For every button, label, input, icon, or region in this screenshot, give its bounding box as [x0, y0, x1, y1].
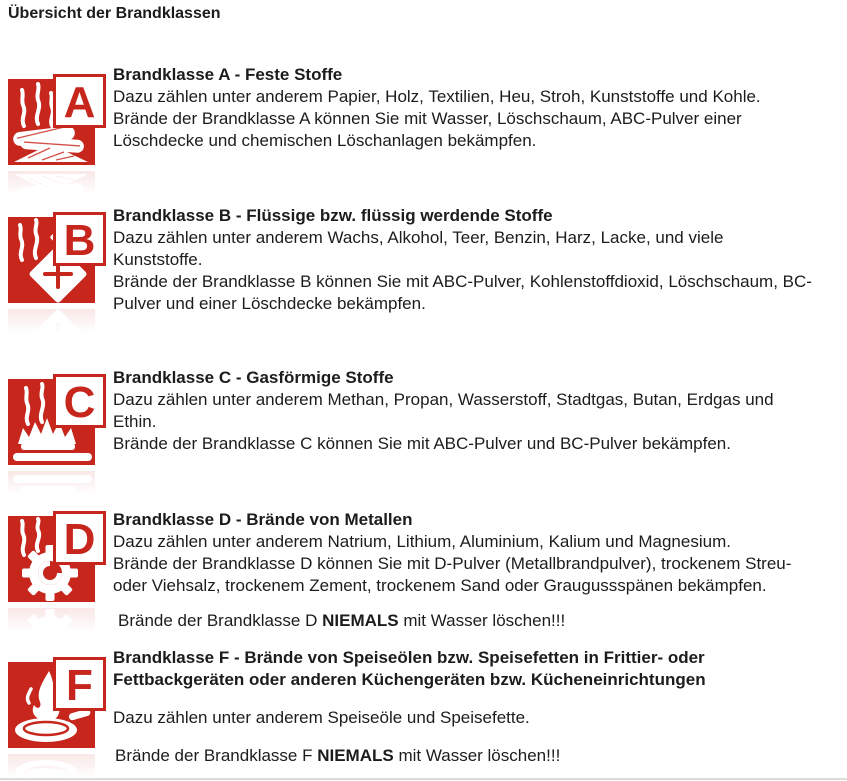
icon-reflection [8, 605, 110, 633]
section-b-body: Dazu zählen unter anderem Wachs, Alkohol, Teer, Benzin, Harz, Lacke, und viele Kunststoffe. Brände der Brandklasse B können Sie mit ABC-Pulver, Kohlenstoffdioxid, Löschschaum, BC- Pulver und einer Löschdecke bekämpfen. [113, 228, 812, 313]
letter-b: B [63, 216, 96, 265]
section-f-heading: Brandklasse F - Brände von Speiseölen bzw. Speisefetten in Frittier- oder Fettbackgeräten oder anderen Küchengeräten bzw. Kücheneinrichtungen [113, 648, 706, 689]
section-d-body: Dazu zählen unter anderem Natrium, Lithium, Aluminium, Kalium und Magnesium. Brände der Brandklasse D können Sie mit D-Pulver (Metallbrandpulver), trockenem Streu- oder Viehsalz, trockenem Zement, trockenem Sand oder Graugussspänen bekämpfen. [113, 532, 792, 595]
fire-class-a-icon [8, 74, 110, 196]
section-a-heading: Brandklasse A - Feste Stoffe [113, 65, 343, 84]
letter-c: C [63, 378, 96, 427]
section-b-heading: Brandklasse B - Flüssige bzw. flüssig werdende Stoffe [113, 206, 553, 225]
section-brandklasse-b [113, 205, 847, 315]
section-brandklasse-a [113, 64, 847, 152]
section-brandklasse-c [113, 367, 847, 455]
icon-reflection [8, 751, 110, 779]
niemals-emphasis: NIEMALS [322, 611, 399, 630]
warning-text: mit Wasser löschen!!! [398, 611, 566, 630]
warning-text: Brände der Brandklasse F [115, 746, 318, 765]
fire-class-d-pictogram-svg [8, 511, 110, 605]
warning-text: Brände der Brandklasse D [118, 611, 323, 630]
warning-text: mit Wasser löschen!!! [393, 746, 561, 765]
page-title: Übersicht der Brandklassen [8, 5, 221, 22]
gas-pipe-glyph [13, 453, 92, 461]
section-f-warning [113, 745, 847, 767]
section-a-body: Dazu zählen unter anderem Papier, Holz, Textilien, Heu, Stroh, Kunststoffe und Kohle. Brände der Brandklasse A können Sie mit Wasser, Löschschaum, ABC-Pulver einer Löschdecke und chemischen Löschanlagen bekämpfen. [113, 87, 761, 150]
fire-class-a-pictogram-svg [8, 74, 110, 168]
icon-reflection [8, 168, 110, 196]
section-c-body: Dazu zählen unter anderem Methan, Propan, Wasserstoff, Stadtgas, Butan, Erdgas und Ethin. Brände der Brandklasse C können Sie mit ABC-Pulver und BC-Pulver bekämpfen. [113, 390, 774, 453]
section-d-warning [113, 610, 847, 632]
letter-d: D [63, 515, 96, 564]
section-d-heading: Brandklasse D - Brände von Metallen [113, 510, 413, 529]
bottom-divider [0, 778, 847, 780]
section-brandklasse-d [113, 509, 847, 632]
section-f-body: Dazu zählen unter anderem Speiseöle und Speisefette. [113, 708, 530, 727]
fire-class-b-icon [8, 212, 110, 334]
section-brandklasse-f [113, 647, 847, 767]
fire-class-f-icon [8, 657, 110, 779]
fire-class-c-pictogram-svg [8, 374, 110, 468]
section-c-heading: Brandklasse C - Gasförmige Stoffe [113, 368, 394, 387]
letter-f: F [66, 661, 93, 710]
fire-class-c-icon [8, 374, 110, 496]
fire-class-d-icon [8, 511, 110, 633]
letter-a: A [63, 78, 96, 127]
niemals-emphasis: NIEMALS [317, 746, 394, 765]
fire-class-b-pictogram-svg [8, 212, 110, 306]
icon-reflection [8, 468, 110, 496]
icon-reflection [8, 306, 110, 334]
fire-class-f-pictogram-svg [8, 657, 110, 751]
